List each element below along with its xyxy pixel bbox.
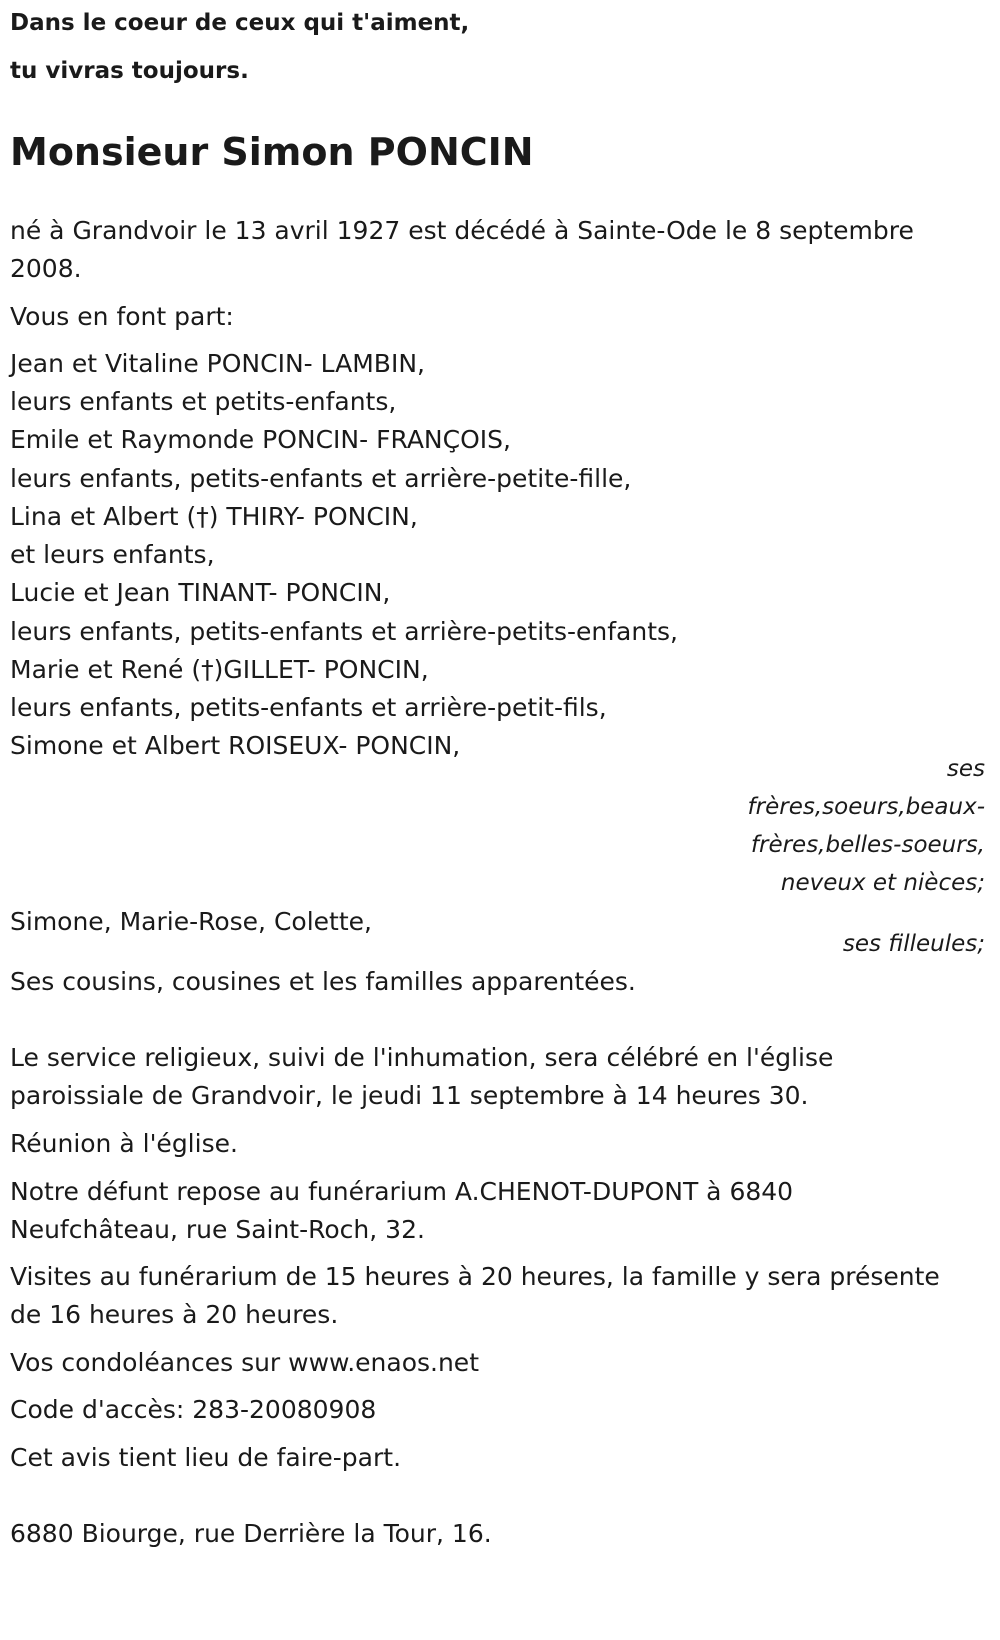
address-line: 6880 Biourge, rue Derrière la Tour, 16.: [10, 1519, 492, 1548]
access-code-line: Code d'accès: 283-20080908: [10, 1395, 377, 1424]
relation-godchildren: ses filleules;: [842, 931, 985, 957]
verse-line-2: tu vivras toujours.: [10, 58, 249, 84]
relation-line: neveux et nièces;: [780, 870, 985, 896]
family-line: Simone et Albert ROISEUX- PONCIN,: [10, 731, 461, 760]
relation-line: frères,belles-soeurs,: [750, 832, 985, 858]
birth-death-line-2: 2008.: [10, 254, 82, 283]
family-line: Jean et Vitaline PONCIN- LAMBIN,: [10, 349, 425, 378]
family-line: Lucie et Jean TINANT- PONCIN,: [10, 578, 391, 607]
condolences-line: Vos condoléances sur www.enaos.net: [10, 1348, 479, 1377]
family-line: leurs enfants, petits-enfants et arrière-petite-fille,: [10, 464, 632, 493]
relation-line: frères,soeurs,beaux-: [747, 794, 985, 820]
family-line: Lina et Albert (†) THIRY- PONCIN,: [10, 502, 418, 531]
family-line: Marie et René (†)GILLET- PONCIN,: [10, 655, 429, 684]
family-line: Emile et Raymonde PONCIN- FRANÇOIS,: [10, 425, 511, 454]
relation-line: ses: [946, 756, 985, 782]
notice-line: Cet avis tient lieu de faire-part.: [10, 1443, 402, 1472]
verse-line-1: Dans le coeur de ceux qui t'aiment,: [10, 10, 470, 36]
meeting-line: Réunion à l'église.: [10, 1129, 238, 1158]
family-line: leurs enfants, petits-enfants et arrière-petit-fils,: [10, 693, 607, 722]
visits-line-1: Visites au funérarium de 15 heures à 20 heures, la famille y sera présente: [10, 1262, 940, 1291]
family-line: leurs enfants et petits-enfants,: [10, 387, 397, 416]
service-line-2: paroissiale de Grandvoir, le jeudi 11 septembre à 14 heures 30.: [10, 1081, 809, 1110]
family-line: et leurs enfants,: [10, 540, 215, 569]
announce-line: Vous en font part:: [10, 302, 234, 331]
funerarium-line-1: Notre défunt repose au funérarium A.CHENOT-DUPONT à 6840: [10, 1177, 794, 1206]
visits-line-2: de 16 heures à 20 heures.: [10, 1300, 339, 1329]
funerarium-line-2: Neufchâteau, rue Saint-Roch, 32.: [10, 1215, 425, 1244]
birth-death-line-1: né à Grandvoir le 13 avril 1927 est décédé à Sainte-Ode le 8 septembre: [10, 216, 914, 245]
godchildren-line: Simone, Marie-Rose, Colette,: [10, 907, 372, 936]
family-line: leurs enfants, petits-enfants et arrière-petits-enfants,: [10, 617, 678, 646]
service-line-1: Le service religieux, suivi de l'inhumation, sera célébré en l'église: [10, 1043, 834, 1072]
deceased-name: Monsieur Simon PONCIN: [10, 130, 534, 174]
cousins-line: Ses cousins, cousines et les familles apparentées.: [10, 967, 636, 996]
